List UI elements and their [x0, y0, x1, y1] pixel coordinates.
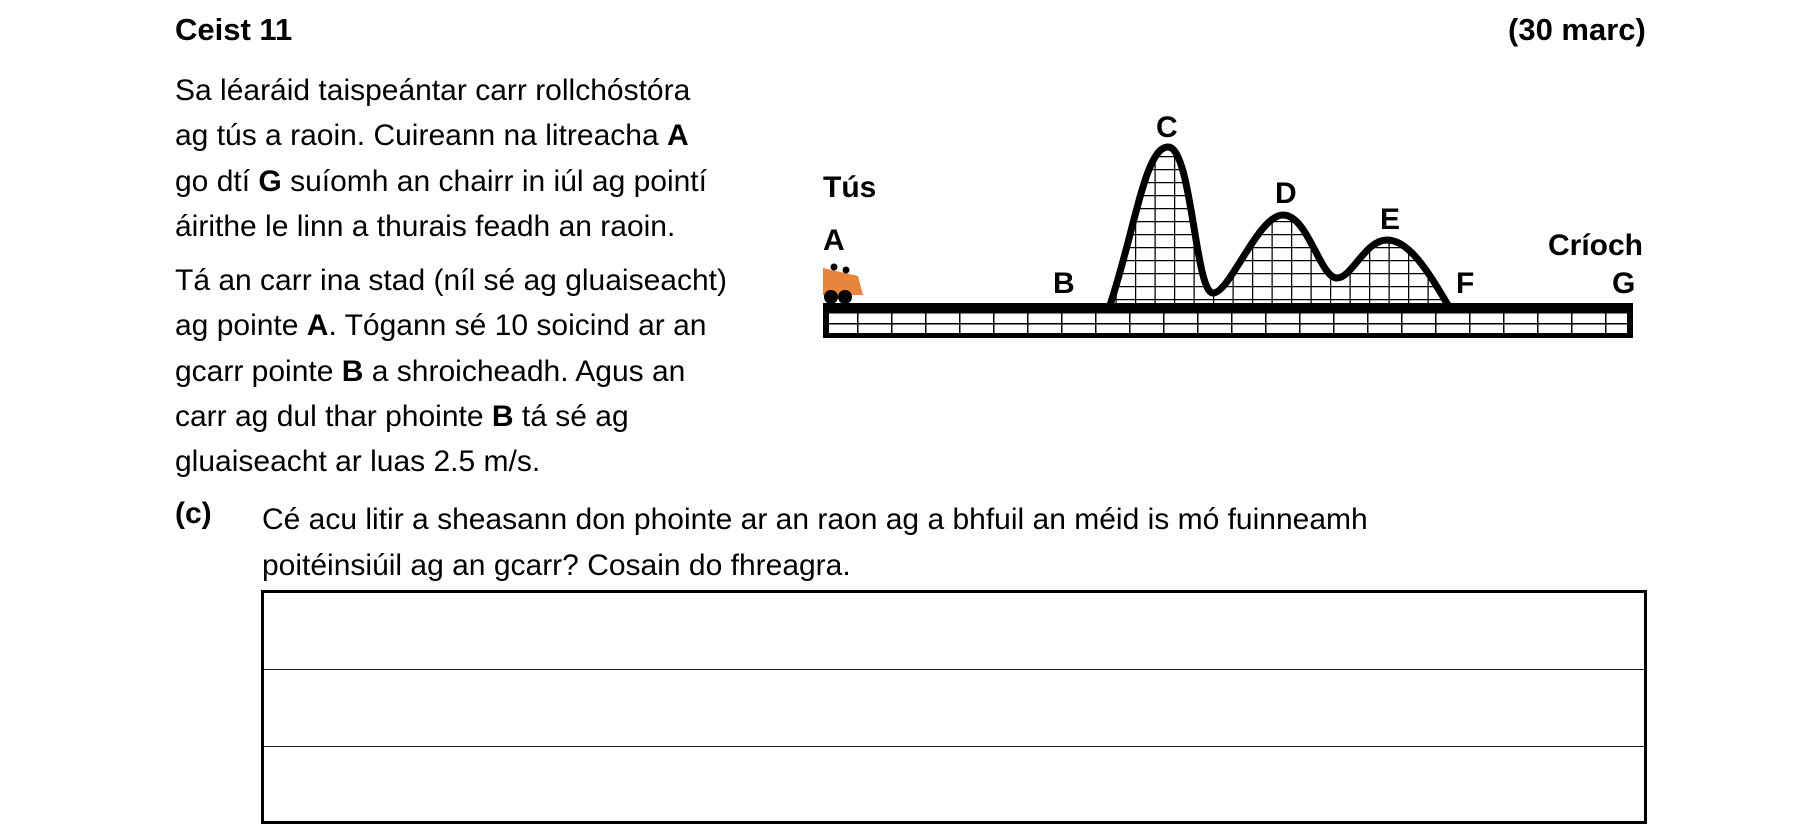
scenario-line: carr ag dul thar phointe	[175, 399, 492, 433]
track-grid	[829, 312, 1627, 333]
point-label-f: F	[1456, 267, 1475, 300]
point-b-ref: B	[491, 399, 514, 433]
question-title: Ceist 11	[175, 12, 293, 47]
finish-label: Críoch	[1548, 229, 1644, 262]
point-label-g: G	[1612, 267, 1636, 300]
intro-line: go dtí	[175, 164, 259, 198]
scenario-line: gcarr pointe	[175, 354, 342, 388]
scenario-line: ag pointe	[175, 309, 307, 343]
scenario-line: a shroicheadh. Agus an	[363, 354, 686, 388]
answer-line[interactable]	[264, 670, 1644, 747]
point-label-d: D	[1275, 177, 1297, 210]
question-line: Cé acu litir a sheasann don phointe ar an raon ag a bhfuil an méid is mó fuinneamh	[262, 503, 1368, 536]
answer-box[interactable]	[261, 590, 1647, 824]
point-g-ref: G	[258, 164, 282, 198]
scenario-line: Tá an carr ina stad (níl sé ag gluaiseacht)	[175, 264, 727, 297]
intro-line: áirithe le linn a thurais feadh an raoin.	[175, 209, 676, 243]
point-a-ref: A	[306, 309, 329, 343]
point-a-ref: A	[666, 119, 689, 153]
question-line: poitéinsiúil ag an gcarr? Cosain do fhreagra.	[262, 548, 851, 582]
roller-coaster-car-icon	[823, 264, 863, 305]
intro-line: Sa léaráid taispeántar carr rollchóstóra	[175, 74, 691, 107]
start-label: Tús	[823, 171, 877, 204]
question-part-label: (c)	[175, 497, 212, 530]
point-label-b: B	[1053, 267, 1075, 300]
intro-line: suíomh an chairr in iúl ag pointí	[281, 164, 707, 198]
point-label-e: E	[1380, 203, 1401, 236]
point-label-c: C	[1156, 111, 1178, 144]
intro-line: ag tús a raoin. Cuireann na litreacha	[175, 119, 667, 153]
marks-label: (30 marc)	[1508, 12, 1646, 47]
scenario-line: tá sé ag	[513, 399, 629, 433]
point-b-ref: B	[341, 354, 364, 388]
scenario-line: . Tógann sé 10 soicind ar an	[328, 309, 707, 343]
scenario-line: gluaiseacht ar luas 2.5 m/s.	[175, 445, 541, 479]
question-text	[262, 497, 1662, 588]
point-label-a: A	[823, 224, 845, 257]
answer-line[interactable]	[264, 593, 1644, 670]
answer-line[interactable]	[264, 747, 1644, 824]
